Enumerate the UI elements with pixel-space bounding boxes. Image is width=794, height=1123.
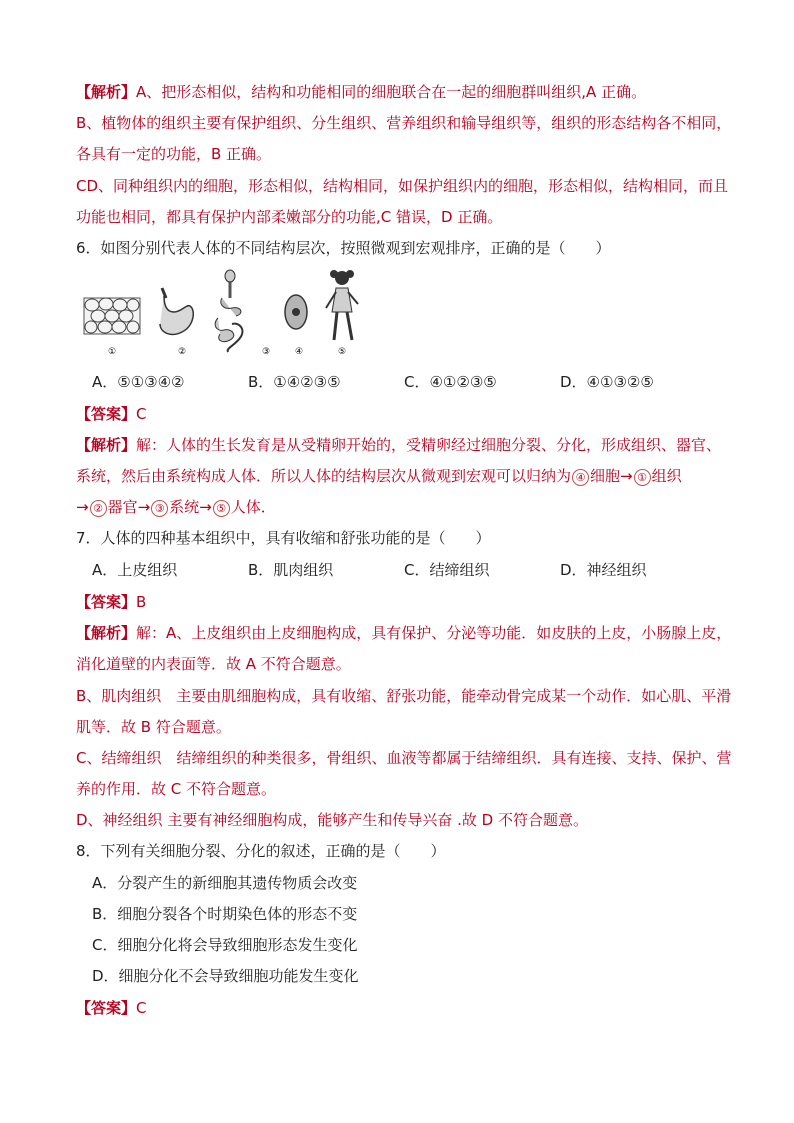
analysis-text: A、把形态相似，结构和功能相同的细胞联合在一起的细胞群叫组织,A 正确。 — [136, 83, 647, 101]
q8-answer — [76, 998, 147, 1018]
q8-option-a: A．分裂产生的新细胞其遗传物质会改变 — [92, 874, 358, 892]
figure-label-5: ⑤ — [337, 347, 347, 357]
q8-option-b: B．细胞分裂各个时期染色体的形态不变 — [92, 905, 358, 923]
q7-analysis-b-1: B、肌肉组织 主要由肌细胞构成，具有收缩、舒张功能，能牵动骨完成某一个动作．如心肌、平滑 — [76, 687, 732, 705]
q6-option-a: A．⑤①③④② — [92, 373, 185, 391]
figure-label-4: ④ — [294, 347, 304, 357]
q6-answer — [76, 404, 147, 424]
q7-option-a: A．上皮组织 — [92, 561, 178, 579]
answer-tag: 【答案】 — [76, 405, 137, 423]
t-body: 人体． — [230, 498, 276, 516]
q5-analysis-line-1 — [76, 82, 646, 102]
q6-stem: 6．如图分别代表人体的不同结构层次，按照微观到宏观排序，正确的是（ ） — [76, 239, 611, 257]
q6-analysis-line-2 — [76, 466, 682, 486]
t-tissue: 组织 — [651, 467, 682, 485]
tissue-cells-image — [84, 298, 140, 334]
answer-tag: 【答案】 — [76, 593, 137, 611]
answer-value: C — [136, 999, 147, 1017]
arrow: → — [76, 498, 89, 516]
q7-option-c: C．结缔组织 — [404, 561, 490, 579]
analysis-text: 解：A、上皮组织由上皮细胞构成，具有保护、分泌等功能．如皮肤的上皮，小肠腺上皮， — [136, 624, 732, 642]
q6-analysis-line-1 — [76, 435, 721, 455]
q7-stem: 7．人体的四种基本组织中，具有收缩和舒张功能的是（ ） — [76, 529, 491, 547]
analysis-tag: 【解析】 — [76, 624, 137, 642]
answer-tag: 【答案】 — [76, 999, 137, 1017]
digestive-system-image — [215, 270, 242, 352]
human-figure-image — [326, 270, 358, 340]
q7-analysis-d-1: D、神经组织 主要有神经细胞构成，能够产生和传导兴奋 .故 D 不符合题意。 — [76, 811, 588, 829]
q6-analysis-line-3 — [76, 497, 276, 517]
q6-option-c: C．④①②③⑤ — [404, 373, 497, 391]
q7-analysis-a-1 — [76, 623, 731, 643]
answer-value: B — [136, 593, 147, 611]
q8-stem: 8．下列有关细胞分裂、分化的叙述，正确的是（ ） — [76, 842, 446, 860]
body-structure-figure — [82, 268, 372, 360]
analysis-tag: 【解析】 — [76, 83, 137, 101]
figure-label-1: ① — [107, 347, 117, 357]
analysis-tag: 【解析】 — [76, 436, 137, 454]
q5-analysis-line-5: 功能也相同，都具有保护内部柔嫩部分的功能,C 错误，D 正确。 — [76, 208, 503, 226]
q7-option-d: D．神经组织 — [560, 561, 647, 579]
circled-2: ② — [90, 500, 107, 517]
figure-label-2: ② — [177, 347, 187, 357]
q6-option-d: D．④①③②⑤ — [560, 373, 654, 391]
analysis-text: 系统，然后由系统构成人体．所以人体的结构层次从微观到宏观可以归纳为 — [76, 467, 572, 485]
q7-analysis-a-2: 消化道壁的内表面等．故 A 不符合题意。 — [76, 655, 351, 673]
circled-5: ⑤ — [213, 500, 230, 517]
q7-analysis-b-2: 肌等．故 B 符合题意。 — [76, 718, 231, 736]
q7-answer — [76, 592, 146, 612]
t-cell: 细胞→ — [590, 467, 633, 485]
q7-analysis-c-2: 养的作用．故 C 不符合题意。 — [76, 780, 277, 798]
stomach-image — [160, 288, 193, 334]
circled-1: ① — [634, 469, 651, 486]
analysis-text: 解：人体的生长发育是从受精卵开始的，受精卵经过细胞分裂、分化，形成组织、器官、 — [136, 436, 722, 454]
t-organ: 器官→ — [107, 498, 151, 516]
cell-image — [285, 295, 307, 329]
q5-analysis-line-3: 各具有一定的功能，B 正确。 — [76, 145, 272, 163]
q8-option-d: D．细胞分化不会导致细胞功能发生变化 — [92, 967, 359, 985]
q7-analysis-c-1: C、结缔组织 结缔组织的种类很多，骨组织、血液等都属于结缔组织．具有连接、支持、保护、营 — [76, 749, 732, 767]
q5-analysis-line-2: B、植物体的组织主要有保护组织、分生组织、营养组织和输导组织等，组织的形态结构各不相同， — [76, 114, 732, 132]
circled-3: ③ — [151, 500, 168, 517]
q8-option-c: C．细胞分化将会导致细胞形态发生变化 — [92, 936, 358, 954]
q7-option-b: B．肌肉组织 — [248, 561, 334, 579]
circled-4: ④ — [572, 469, 589, 486]
figure-label-3: ③ — [261, 347, 271, 357]
t-system: 系统→ — [169, 498, 212, 516]
q6-option-b: B．①④②③⑤ — [248, 373, 341, 391]
answer-value: C — [136, 405, 147, 423]
q5-analysis-line-4: CD、同种组织内的细胞，形态相似，结构相同，如保护组织内的细胞，形态相似，结构相同，而且 — [76, 177, 729, 195]
